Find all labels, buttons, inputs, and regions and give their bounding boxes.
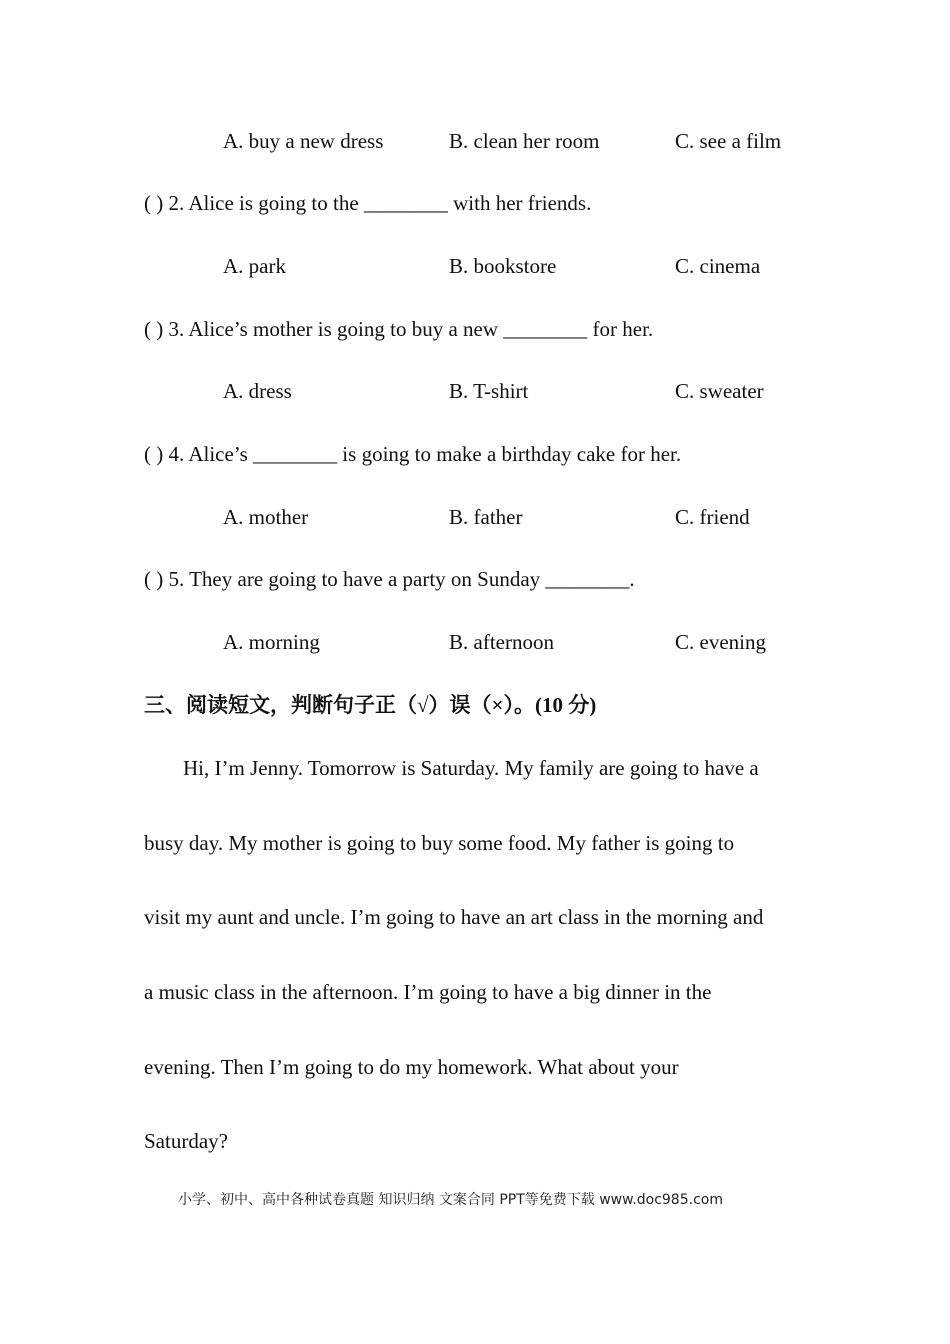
q5-option-c: C. evening [675,630,766,654]
q5-option-a: A. morning [223,630,320,654]
question-2: ( ) 2. Alice is going to the ________ with her friends. [144,191,592,215]
passage-line-3: visit my aunt and uncle. I’m going to have an art class in the morning and [144,905,764,929]
q2-option-b: B. bookstore [449,254,557,278]
q3-option-c: C. sweater [675,379,764,403]
q4-option-a: A. mother [223,505,309,529]
q2-option-a: A. park [223,254,286,278]
passage-line-4: a music class in the afternoon. I’m going to have a big dinner in the [144,980,712,1004]
section-3-heading: 三、阅读短文，判断句子正（√）误（×）。(10 分) [144,693,597,717]
question-3: ( ) 3. Alice’s mother is going to buy a new ________ for her. [144,317,654,341]
q4-option-b: B. father [449,505,523,529]
q3-option-a: A. dress [223,379,292,403]
passage-line-2: busy day. My mother is going to buy some food. My father is going to [144,831,735,855]
question-4: ( ) 4. Alice’s ________ is going to make a birthday cake for her. [144,442,682,466]
q1-option-b: B. clean her room [449,129,600,153]
q1-option-a: A. buy a new dress [223,129,384,153]
q5-option-b: B. afternoon [449,630,554,654]
question-5: ( ) 5. They are going to have a party on Sunday ________. [144,567,635,591]
q1-option-c: C. see a film [675,129,782,153]
passage-line-6: Saturday? [144,1129,228,1153]
passage-line-5: evening. Then I’m going to do my homework. What about your [144,1055,679,1079]
q2-option-c: C. cinema [675,254,761,278]
q3-option-b: B. T-shirt [449,379,529,403]
q4-option-c: C. friend [675,505,750,529]
page-footer: 小学、初中、高中各种试卷真题 知识归纳 文案合同 PPT等免费下载 www.doc985.com [178,1192,723,1208]
passage-line-1: Hi, I’m Jenny. Tomorrow is Saturday. My family are going to have a [183,756,759,780]
